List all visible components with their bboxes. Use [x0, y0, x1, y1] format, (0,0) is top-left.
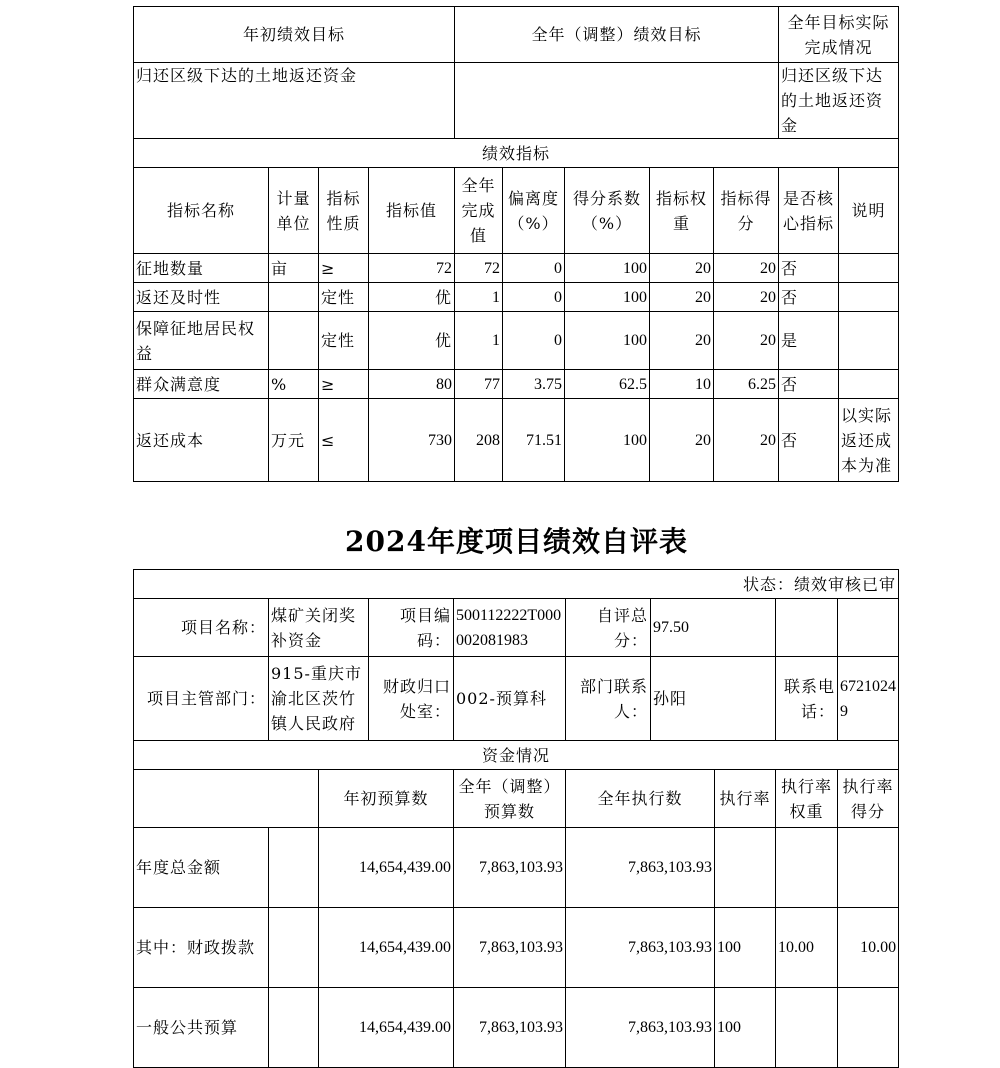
cell-name: 征地数量: [134, 254, 269, 283]
table-row: [134, 283, 899, 312]
funds-row-label: 一般公共预算: [134, 988, 269, 1068]
goal-value-adjusted: [455, 63, 779, 139]
project-code-label: 项目编码：: [369, 599, 454, 657]
cell-core: 否: [779, 370, 839, 399]
cell-core: 是: [779, 312, 839, 370]
funds-executed: 7,863,103.93: [566, 908, 715, 988]
cell-nature: ≤: [319, 399, 369, 482]
cell-coef: 62.5: [565, 370, 650, 399]
col-target: 指标值: [369, 168, 455, 254]
funds-score: 10.00: [838, 908, 899, 988]
cell-actual: 1: [455, 312, 503, 370]
dept-label: 项目主管部门：: [134, 657, 269, 741]
cell-deviation: 0: [503, 312, 565, 370]
col-indicator-name: 指标名称: [134, 168, 269, 254]
cell-core: 否: [779, 399, 839, 482]
form-title: 2024年度项目绩效自评表: [345, 525, 688, 558]
col-actual: 全年完成值: [455, 168, 503, 254]
funds-score: [838, 828, 899, 908]
indicator-table: [133, 6, 899, 482]
funds-title: 资金情况: [134, 741, 899, 770]
cell-core: 否: [779, 254, 839, 283]
col-weight: 指标权重: [650, 168, 714, 254]
cell-deviation: 71.51: [503, 399, 565, 482]
funds-col-score: 执行率得分: [838, 770, 899, 828]
funds-executed: 7,863,103.93: [566, 828, 715, 908]
cell-name: 返还及时性: [134, 283, 269, 312]
finance: 002-预算科: [454, 657, 566, 741]
table-row: [134, 399, 899, 482]
funds-adjusted: 7,863,103.93: [454, 988, 566, 1068]
contact: 孙阳: [651, 657, 776, 741]
phone-label: 联系电话：: [776, 657, 838, 741]
empty-cell: [838, 599, 899, 657]
empty-cell: [269, 988, 319, 1068]
cell-deviation: 0: [503, 254, 565, 283]
table-row: [134, 254, 899, 283]
col-core: 是否核心指标: [779, 168, 839, 254]
goal-value-initial: 归还区级下达的土地返还资金: [134, 63, 455, 139]
funds-col-initial: 年初预算数: [319, 770, 454, 828]
cell-weight: 20: [650, 283, 714, 312]
cell-nature: ≥: [319, 370, 369, 399]
funds-weight: 10.00: [776, 908, 838, 988]
cell-target: 优: [369, 283, 455, 312]
cell-target: 72: [369, 254, 455, 283]
cell-unit: 万元: [269, 399, 319, 482]
cell-coef: 100: [565, 283, 650, 312]
finance-label: 财政归口处室：: [369, 657, 454, 741]
funds-row-label: 年度总金额: [134, 828, 269, 908]
cell-coef: 100: [565, 399, 650, 482]
funds-row-label: 其中：财政拨款: [134, 908, 269, 988]
cell-name: 群众满意度: [134, 370, 269, 399]
cell-deviation: 3.75: [503, 370, 565, 399]
cell-actual: 1: [455, 283, 503, 312]
goal-header-actual: 全年目标实际完成情况: [779, 7, 899, 63]
cell-nature: ≥: [319, 254, 369, 283]
cell-actual: 208: [455, 399, 503, 482]
cell-weight: 20: [650, 399, 714, 482]
funds-rate: 100: [715, 908, 776, 988]
cell-deviation: 0: [503, 283, 565, 312]
col-deviation: 偏离度（%）: [503, 168, 565, 254]
funds-col-rate: 执行率: [715, 770, 776, 828]
funds-rate: 100: [715, 988, 776, 1068]
funds-adjusted: 7,863,103.93: [454, 908, 566, 988]
status-label: 状态：绩效审核已审: [134, 570, 899, 599]
cell-unit: %: [269, 370, 319, 399]
empty-cell: [134, 770, 319, 828]
contact-label: 部门联系人：: [566, 657, 651, 741]
cell-target: 优: [369, 312, 455, 370]
self-score-label: 自评总分：: [566, 599, 651, 657]
cell-score: 20: [714, 312, 779, 370]
cell-nature: 定性: [319, 283, 369, 312]
col-nature: 指标性质: [319, 168, 369, 254]
funds-initial: 14,654,439.00: [319, 828, 454, 908]
cell-core: 否: [779, 283, 839, 312]
project-name: 煤矿关闭奖补资金: [269, 599, 369, 657]
cell-coef: 100: [565, 312, 650, 370]
cell-unit: 亩: [269, 254, 319, 283]
empty-cell: [269, 828, 319, 908]
project-code: 500112222T000002081983: [454, 599, 566, 657]
cell-score: 6.25: [714, 370, 779, 399]
cell-nature: 定性: [319, 312, 369, 370]
cell-name: 返还成本: [134, 399, 269, 482]
col-note: 说明: [839, 168, 899, 254]
col-score: 指标得分: [714, 168, 779, 254]
indicators-title: 绩效指标: [134, 139, 899, 168]
funds-weight: [776, 988, 838, 1068]
cell-note: [839, 312, 899, 370]
empty-cell: [776, 599, 838, 657]
table-row: [134, 908, 899, 988]
cell-name: 保障征地居民权益: [134, 312, 269, 370]
dept: 915-重庆市渝北区茨竹镇人民政府: [269, 657, 369, 741]
funds-weight: [776, 828, 838, 908]
funds-initial: 14,654,439.00: [319, 908, 454, 988]
cell-note: 以实际返还成本为准: [839, 399, 899, 482]
funds-adjusted: 7,863,103.93: [454, 828, 566, 908]
col-coef: 得分系数（%）: [565, 168, 650, 254]
funds-score: [838, 988, 899, 1068]
cell-coef: 100: [565, 254, 650, 283]
cell-weight: 10: [650, 370, 714, 399]
cell-unit: [269, 283, 319, 312]
table-row: [134, 370, 899, 399]
funds-initial: 14,654,439.00: [319, 988, 454, 1068]
self-score: 97.50: [651, 599, 776, 657]
funds-col-weight: 执行率权重: [776, 770, 838, 828]
funds-rate: [715, 828, 776, 908]
goal-value-actual: 归还区级下达的土地返还资金: [779, 63, 899, 139]
funds-col-executed: 全年执行数: [566, 770, 715, 828]
cell-weight: 20: [650, 254, 714, 283]
goal-header-adjusted: 全年（调整）绩效目标: [455, 7, 779, 63]
cell-target: 80: [369, 370, 455, 399]
funds-col-adjusted: 全年（调整）预算数: [454, 770, 566, 828]
self-evaluation-table: [133, 569, 899, 1068]
empty-cell: [269, 908, 319, 988]
project-name-label: 项目名称：: [134, 599, 269, 657]
cell-note: [839, 254, 899, 283]
cell-target: 730: [369, 399, 455, 482]
table-row: [134, 312, 899, 370]
cell-note: [839, 370, 899, 399]
cell-score: 20: [714, 399, 779, 482]
cell-weight: 20: [650, 312, 714, 370]
table-row: [134, 988, 899, 1068]
funds-executed: 7,863,103.93: [566, 988, 715, 1068]
cell-unit: [269, 312, 319, 370]
table-row: [134, 828, 899, 908]
goal-header-initial: 年初绩效目标: [134, 7, 455, 63]
cell-score: 20: [714, 254, 779, 283]
col-unit: 计量单位: [269, 168, 319, 254]
cell-actual: 72: [455, 254, 503, 283]
cell-score: 20: [714, 283, 779, 312]
phone: 67210249: [838, 657, 899, 741]
cell-actual: 77: [455, 370, 503, 399]
cell-note: [839, 283, 899, 312]
